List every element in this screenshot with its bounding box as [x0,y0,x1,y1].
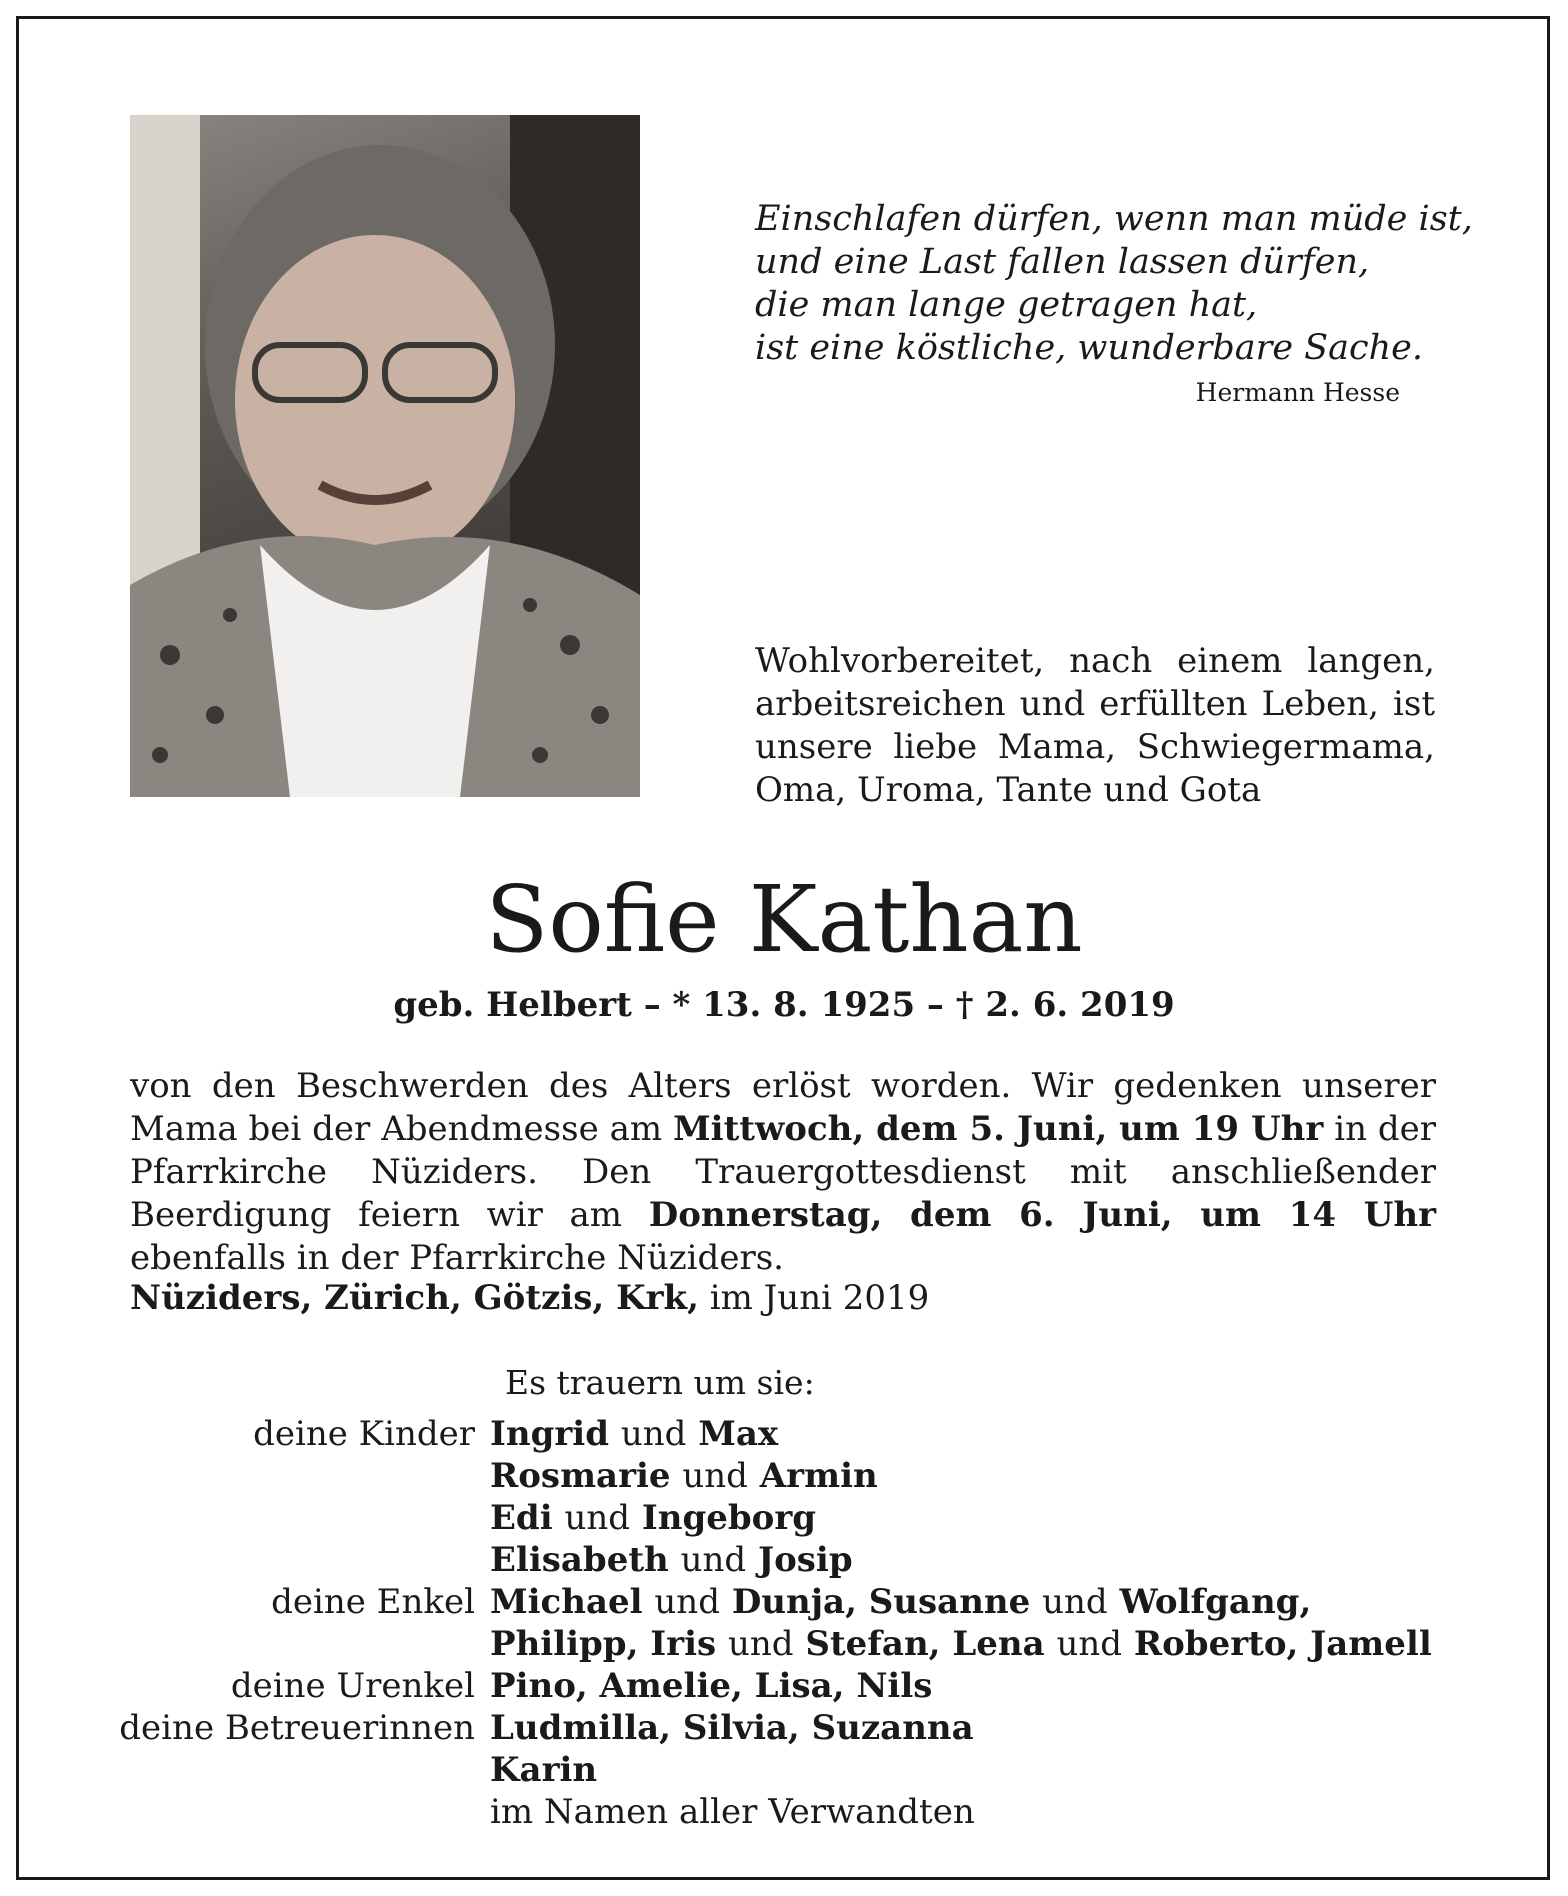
mourner-row [0,1665,1432,1707]
mourner-name: Max [698,1414,779,1454]
mourner-name: Ludmilla, Silvia, Suzanna [490,1708,974,1748]
mourner-name: Pino, Amelie, Lisa, Nils [490,1666,933,1706]
mourner-row [0,1413,1432,1455]
und-word: und [654,1582,720,1622]
mourner-name: Roberto, Jamell [1133,1624,1432,1664]
poem-line: ist eine köstliche, wunderbare Sache. [755,328,1423,368]
role-label: deine Kinder [253,1414,475,1454]
mourner-name: Michael [490,1582,643,1622]
und-word: und [564,1498,631,1538]
text-part: ebenfalls in der Pfarrkirche Nüziders. [130,1238,784,1278]
date: im Juni 2019 [709,1278,930,1318]
und-word: und [680,1540,747,1580]
role-label: deine Betreuerinnen [119,1708,475,1748]
mourner-row [0,1581,1432,1623]
birth-death-line: geb. Helbert – * 13. 8. 1925 – † 2. 6. 2019 [393,985,1175,1025]
poem-line: Einschlafen dürfen, wenn man müde ist, [755,199,1473,239]
announcement-text [130,1065,1436,1280]
poem-line: und eine Last fallen lassen dürfen, [755,242,1370,282]
mourner-row [0,1791,1432,1833]
closing-line: im Namen aller Verwandten [490,1792,975,1832]
text-part: in der Pfarrkirche Nüziders. Den Trauergottesdienst mit anschließender Beerdigung feiern wir am [130,1109,1437,1235]
funeral-date: Donnerstag, dem 6. Juni, um 14 Uhr [648,1195,1436,1235]
mourner-row [0,1497,1432,1539]
mourner-name: Elisabeth [490,1540,669,1580]
portrait-photo [130,115,640,797]
mourner-row [0,1707,1432,1749]
mourner-name: Dunja, Susanne [731,1582,1031,1622]
mourner-name: Rosmarie [490,1456,671,1496]
mourner-name: Stefan, Lena [805,1624,1045,1664]
mourner-name: Armin [759,1456,878,1496]
role-label: deine Enkel [271,1582,475,1622]
und-word: und [727,1624,794,1664]
und-word: und [1042,1582,1108,1622]
text-part: von den Beschwerden des Alters erlöst worden. Wir gedenken unserer Mama bei der Abendmesse am [130,1066,1436,1149]
mourner-row [0,1749,1432,1791]
mourner-name: Ingrid [490,1414,609,1454]
und-word: und [682,1456,748,1496]
deceased-name: Sofie Kathan [485,866,1083,973]
mourner-name: Ingeborg [641,1498,817,1538]
places-date [130,1278,929,1318]
mourners-intro: Es trauern um sie: [505,1363,815,1402]
mourner-name: Philipp, Iris [490,1624,717,1664]
evening-mass-date: Mittwoch, dem 5. Juni, um 19 Uhr [673,1109,1324,1149]
mourner-name: Wolfgang, [1119,1582,1312,1622]
und-word: und [1056,1624,1123,1664]
mourner-row [0,1623,1432,1665]
mourner-name: Karin [490,1750,598,1790]
poem-quote [755,198,1473,370]
poem-author: Hermann Hesse [1195,378,1400,407]
und-word: und [620,1414,687,1454]
mourners-list [0,1413,1432,1833]
poem-line: die man lange getragen hat, [755,285,1258,325]
intro-text: Wohlvorbereitet, nach einem langen, arbeitsreichen und erfüllten Leben, ist unsere liebe Mama, Schwiegermama, Oma, Uroma, Tante und Gota [755,641,1435,810]
mourner-row [0,1539,1432,1581]
mourner-row [0,1455,1432,1497]
role-label: deine Urenkel [230,1666,475,1706]
places: Nüziders, Zürich, Götzis, Krk, [130,1278,699,1318]
mourner-name: Edi [490,1498,553,1538]
mourner-name: Josip [758,1540,853,1580]
portrait-illustration [130,115,640,797]
